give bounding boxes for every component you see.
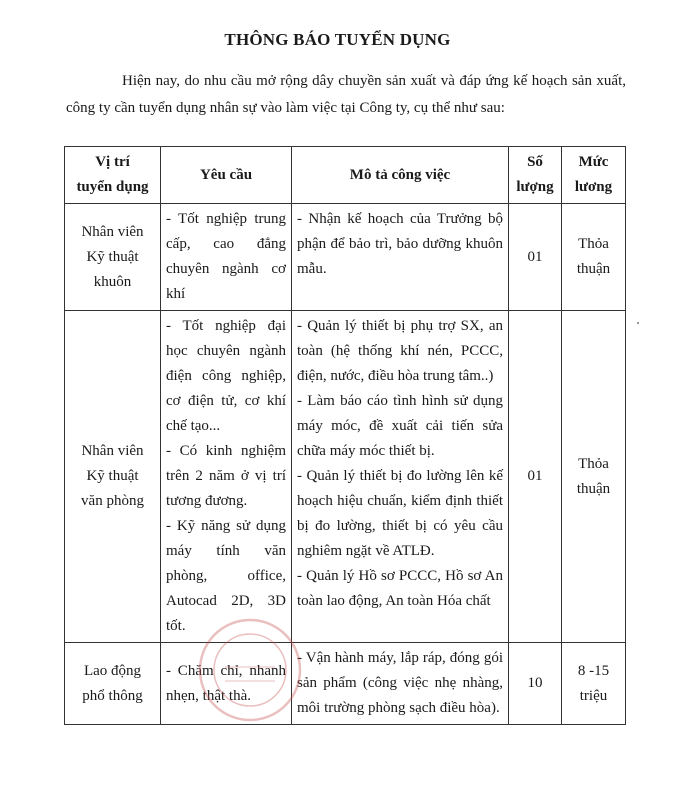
table-header-row: [65, 147, 626, 204]
header-salary: Mức lương: [562, 147, 626, 204]
row-position: Nhân viên Kỹ thuật khuôn: [65, 204, 161, 311]
header-requirements: Yêu cầu: [161, 147, 292, 204]
row-position: Lao động phổ thông: [65, 643, 161, 725]
row-salary: 8 -15 triệu: [562, 643, 626, 725]
row-requirements: - Tốt nghiệp trung cấp, cao đẳng chuyên ngành cơ khí: [161, 204, 292, 311]
table-row: [65, 643, 626, 725]
header-quantity: Số lượng: [509, 147, 562, 204]
row-description: - Quản lý thiết bị phụ trợ SX, an toàn (hệ thống khí nén, PCCC, điện, nước, điều hòa trung tâm..) - Làm báo cáo tình hình sử dụng máy móc, đề xuất cải tiến sửa chữa máy móc thiết bị. - Quản lý thiết bị đo lường lên kế hoạch hiệu chuẩn, kiểm định thiết bị đo lường, thiết bị có yêu cầu nghiêm ngặt về ATLĐ. - Quản lý Hồ sơ PCCC, Hồ sơ An toàn lao động, An toàn Hóa chất: [292, 311, 509, 643]
page-title: THÔNG BÁO TUYỂN DỤNG: [224, 30, 451, 49]
speck-mark: [637, 322, 639, 324]
row-description: - Nhận kế hoạch của Trưởng bộ phận để bảo trì, bảo dưỡng khuôn mẫu.: [292, 204, 509, 311]
header-description: Mô tả công việc: [292, 147, 509, 204]
row-quantity: 10: [509, 643, 562, 725]
job-table: [64, 146, 626, 725]
row-quantity: 01: [509, 204, 562, 311]
header-position: Vị trí tuyển dụng: [65, 147, 161, 204]
row-quantity: 01: [509, 311, 562, 643]
table-row: [65, 311, 626, 643]
row-position: Nhân viên Kỹ thuật văn phòng: [65, 311, 161, 643]
row-salary: Thỏa thuận: [562, 204, 626, 311]
table-row: [65, 204, 626, 311]
row-requirements: - Chăm chỉ, nhanh nhẹn, thật thà.: [161, 643, 292, 725]
row-requirements: - Tốt nghiệp đại học chuyên ngành điện công nghiệp, cơ điện tử, cơ khí chế tạo... - Có kinh nghiệm trên 2 năm ở vị trí tương đương. - Kỹ năng sử dụng máy tính văn phòng, office, Autocad 2D, 3D tốt.: [161, 311, 292, 643]
row-description: - Vận hành máy, lắp ráp, đóng gói sản phẩm (công việc nhẹ nhàng, môi trường phòng sạch điều hòa).: [292, 643, 509, 725]
intro-paragraph: Hiện nay, do nhu cầu mở rộng dây chuyền sản xuất và đáp ứng kế hoạch sản xuất, công ty cần tuyển dụng nhân sự vào làm việc tại Công ty, cụ thể như sau:: [66, 73, 626, 116]
row-salary: Thỏa thuận: [562, 311, 626, 643]
